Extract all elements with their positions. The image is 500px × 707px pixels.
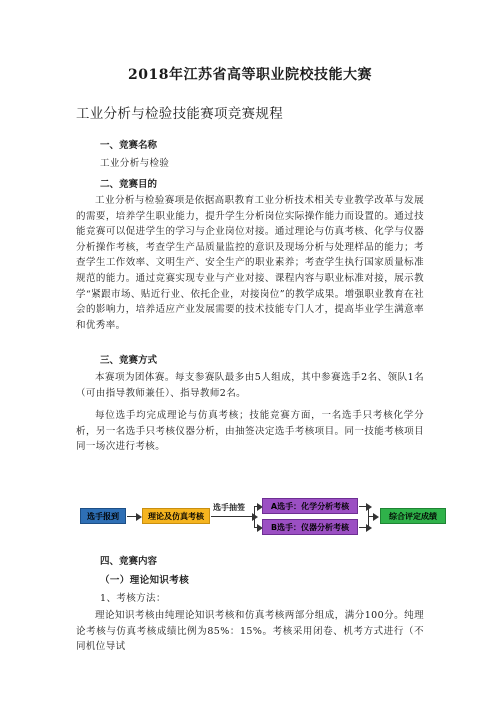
- section-4-subheading: （一）理论知识考核: [100, 575, 190, 586]
- flow-branch-a: A选手：化学分析考核: [262, 498, 358, 514]
- section-2-paragraph: 工业分析与检验赛项是依据高职教育工业分析技术相关专业教学改革与发展的需要，培养学生职业能力，提升学生分析岗位实际操作能力而设置的。通过技能竞赛可以促进学生的学习与企业岗位对接。通过理论与仿真考核、化学与仪器分析操作考核，考查学生产品质量监控的意识及现场分析与处理样品的能力；考查学生工作效率、文明生产、安全生产的职业素养；考查学生执行国家质量标准规范的能力。通过竞赛实现专业与产业对接、课程内容与职业标准对接，展示教学“紧跟市场、贴近行业、依托企业，对接岗位”的教学成果。增强职业教育在社会的影响力，培养适应产业发展需要的技术技能专门人才，提高毕业学生满意率和优秀率。: [76, 195, 424, 331]
- section-4-item-1: 1、考核方法：: [100, 593, 166, 604]
- flow-arrow: [359, 527, 367, 528]
- flow-branch-b: B选手：仪器分析考核: [262, 519, 358, 535]
- flow-arrow: [254, 527, 258, 528]
- section-1-text: 工业分析与检验: [100, 158, 170, 169]
- flow-draw-label: 选手抽签: [213, 503, 245, 512]
- section-1-heading: 一、竞赛名称: [100, 140, 158, 151]
- flow-step-final-score: 综合评定成绩: [380, 508, 446, 524]
- section-3-paragraph-1: 本赛项为团体赛。每支参赛队最多由5人组成，其中参赛选手2名、领队1名（可由指导教师兼任）、指导教师2名。: [76, 372, 424, 399]
- flow-arrow: [368, 516, 374, 517]
- flow-branch-connector: [254, 506, 255, 528]
- flow-step-theory-simulation: 理论及仿真考核: [142, 508, 210, 524]
- flow-arrow: [359, 506, 367, 507]
- section-2-heading: 二、竞赛目的: [100, 179, 158, 190]
- document-title: 2018年江苏省高等职业院校技能大赛: [128, 67, 372, 83]
- flow-arrow: [127, 516, 137, 517]
- flow-step-registration: 选手报到: [80, 508, 126, 524]
- flow-merge-connector: [368, 506, 369, 528]
- section-3-heading: 三、竞赛方式: [100, 355, 158, 366]
- section-4-heading: 四、竞赛内容: [100, 556, 158, 567]
- section-4-paragraph-1: 理论知识考核由纯理论知识考核和仿真考核两部分组成，满分100分。纯理论考核与仿真考核成绩比例为85%：15%。考核采用闭卷、机考方式进行（不同机位导试: [76, 610, 424, 653]
- section-3-paragraph-2: 每位选手均完成理论与仿真考核；技能竞赛方面，一名选手只考核化学分析，另一名选手只考核仪器分析，由抽签决定选手考核项目。同一技能考核项目同一场次进行考核。: [76, 410, 424, 453]
- flow-arrow: [254, 506, 258, 507]
- flow-arrow: [211, 516, 253, 517]
- document-subtitle: 工业分析与检验技能赛项竞赛规程: [76, 106, 283, 122]
